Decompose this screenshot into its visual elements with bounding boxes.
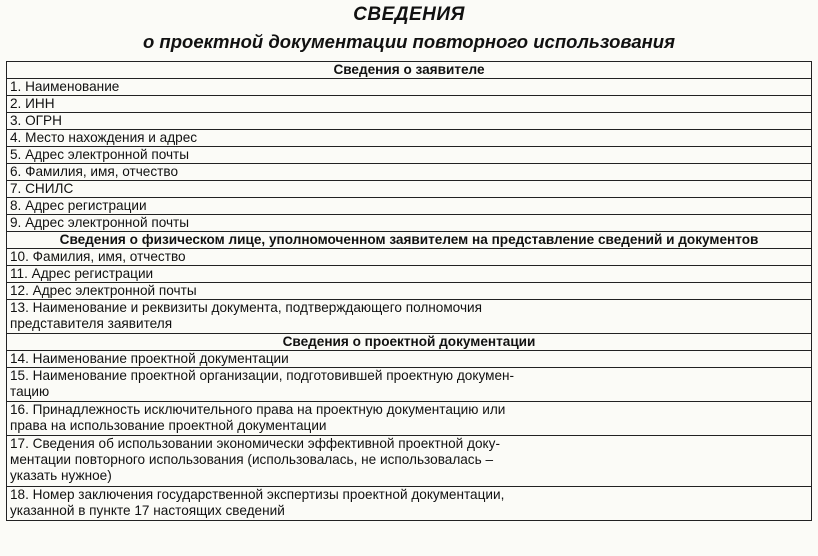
table-row: [7, 249, 812, 266]
table-row: [7, 487, 812, 521]
table-row: [7, 436, 812, 487]
field-inn: 2. ИНН: [7, 96, 812, 113]
text-line: 18. Номер заключения государственной экспертизы проектной документации,: [10, 487, 505, 502]
table-row: [7, 130, 812, 147]
field-email-2: 9. Адрес электронной почты: [7, 215, 812, 232]
table-row: [7, 215, 812, 232]
text-line: указать нужное): [10, 468, 112, 483]
field-snils: 7. СНИЛС: [7, 181, 812, 198]
text-line: 16. Принадлежность исключительного права на проектную документацию или: [10, 402, 506, 417]
section-applicant: Сведения о заявителе: [7, 62, 812, 79]
field-rep-registration-address: 11. Адрес регистрации: [7, 266, 812, 283]
text-line: права на использование проектной документации: [10, 418, 327, 433]
table-row: [7, 402, 812, 436]
text-line: 13. Наименование и реквизиты документа, подтверждающего полномочия: [10, 300, 482, 315]
field-authority-document: [7, 300, 812, 334]
field-expertise-conclusion: [7, 487, 812, 521]
table-row: [7, 181, 812, 198]
text-line: представителя заявителя: [10, 316, 173, 331]
document-title: СВЕДЕНИЯ: [353, 4, 465, 25]
field-location-address: 4. Место нахождения и адрес: [7, 130, 812, 147]
table-row: [7, 96, 812, 113]
text-line: указанной в пункте 17 настоящих сведений: [10, 503, 285, 518]
table-row: [7, 164, 812, 181]
text-line: 17. Сведения об использовании экономически эффективной проектной доку-: [10, 436, 500, 451]
table-row: [7, 79, 812, 96]
table-row: [7, 351, 812, 368]
table-row: [7, 283, 812, 300]
table-row: [7, 198, 812, 215]
table-row: [7, 300, 812, 334]
text-line: 15. Наименование проектной организации, подготовившей проектную докумен-: [10, 368, 515, 383]
table-row: [7, 113, 812, 130]
form-table: [6, 61, 812, 521]
section-documentation: Сведения о проектной документации: [7, 334, 812, 351]
document-subtitle: о проектной документации повторного использования: [142, 31, 675, 52]
field-registration-address: 8. Адрес регистрации: [7, 198, 812, 215]
field-ogrn: 3. ОГРН: [7, 113, 812, 130]
field-design-organization: [7, 368, 812, 402]
section-row: [7, 334, 812, 351]
text-line: тацию: [10, 384, 50, 399]
table-row: [7, 147, 812, 164]
section-row: [7, 232, 812, 249]
table-row: [7, 266, 812, 283]
text-line: ментации повторного использования (использовалась, не использовалась –: [10, 452, 494, 467]
field-exclusive-right: [7, 402, 812, 436]
field-rep-full-name: 10. Фамилия, имя, отчество: [7, 249, 812, 266]
section-row: [7, 62, 812, 79]
table-row: [7, 368, 812, 402]
field-rep-email: 12. Адрес электронной почты: [7, 283, 812, 300]
section-representative: Сведения о физическом лице, уполномоченном заявителем на представление сведений и документов: [7, 232, 812, 249]
field-full-name: 6. Фамилия, имя, отчество: [7, 164, 812, 181]
field-name: 1. Наименование: [7, 79, 812, 96]
field-email: 5. Адрес электронной почты: [7, 147, 812, 164]
field-efficient-usage: [7, 436, 812, 487]
field-doc-name: 14. Наименование проектной документации: [7, 351, 812, 368]
